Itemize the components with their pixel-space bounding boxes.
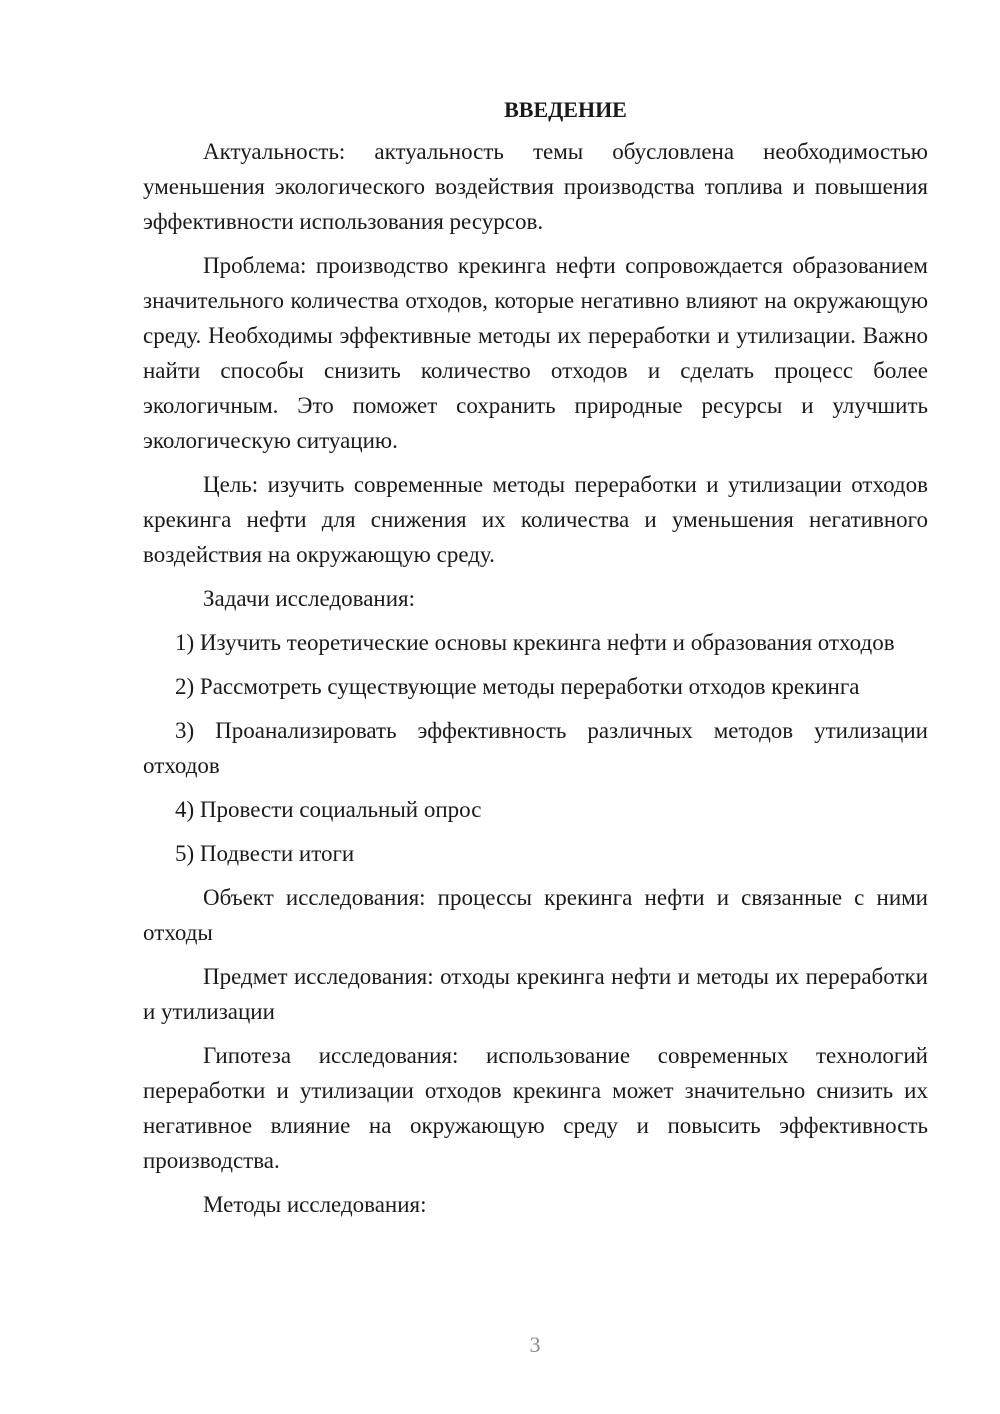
page-number: 3 (529, 1332, 541, 1357)
section-heading: ВВЕДЕНИЕ (504, 97, 627, 122)
task-item: 4) Провести социальный опрос (175, 797, 482, 822)
problem-paragraph: Проблема: производство крекинга нефти сопровождается образованием значительного количества отходов, которые негативно влияют на окружающую среду. Необходимы эффективные методы их переработки и утилизации. Важно найти способы снизить количество отходов и сделать процесс более экологичным. Это поможет сохранить природные ресурсы и улучшить экологическую ситуацию. (143, 253, 928, 453)
goal-paragraph: Цель: изучить современные методы переработки и утилизации отходов крекинга нефти для снижения их количества и уменьшения негативного воздействия на окружающую среду. (143, 472, 928, 567)
object-paragraph: Объект исследования: процессы крекинга нефти и связанные с ними отходы (143, 885, 928, 945)
relevance-paragraph: Актуальность: актуальность темы обусловлена необходимостью уменьшения экологического воздействия производства топлива и повышения эффективности использования ресурсов. (143, 139, 928, 234)
subject-paragraph: Предмет исследования: отходы крекинга нефти и методы их переработки и утилизации (143, 964, 928, 1024)
task-item: 1) Изучить теоретические основы крекинга нефти и образования отходов (175, 630, 895, 655)
task-item: 3) Проанализировать эффективность различных методов утилизации отходов (143, 718, 928, 778)
hypothesis-paragraph: Гипотеза исследования: использование современных технологий переработки и утилизации отходов крекинга может значительно снизить их негативное влияние на окружающую среду и повысить эффективность производства. (143, 1043, 928, 1173)
task-item: 2) Рассмотреть существующие методы переработки отходов крекинга (175, 674, 860, 699)
task-item: 5) Подвести итоги (175, 841, 355, 866)
tasks-heading: Задачи исследования: (203, 586, 416, 611)
document-page (143, 95, 928, 1231)
methods-heading: Методы исследования: (203, 1192, 427, 1217)
